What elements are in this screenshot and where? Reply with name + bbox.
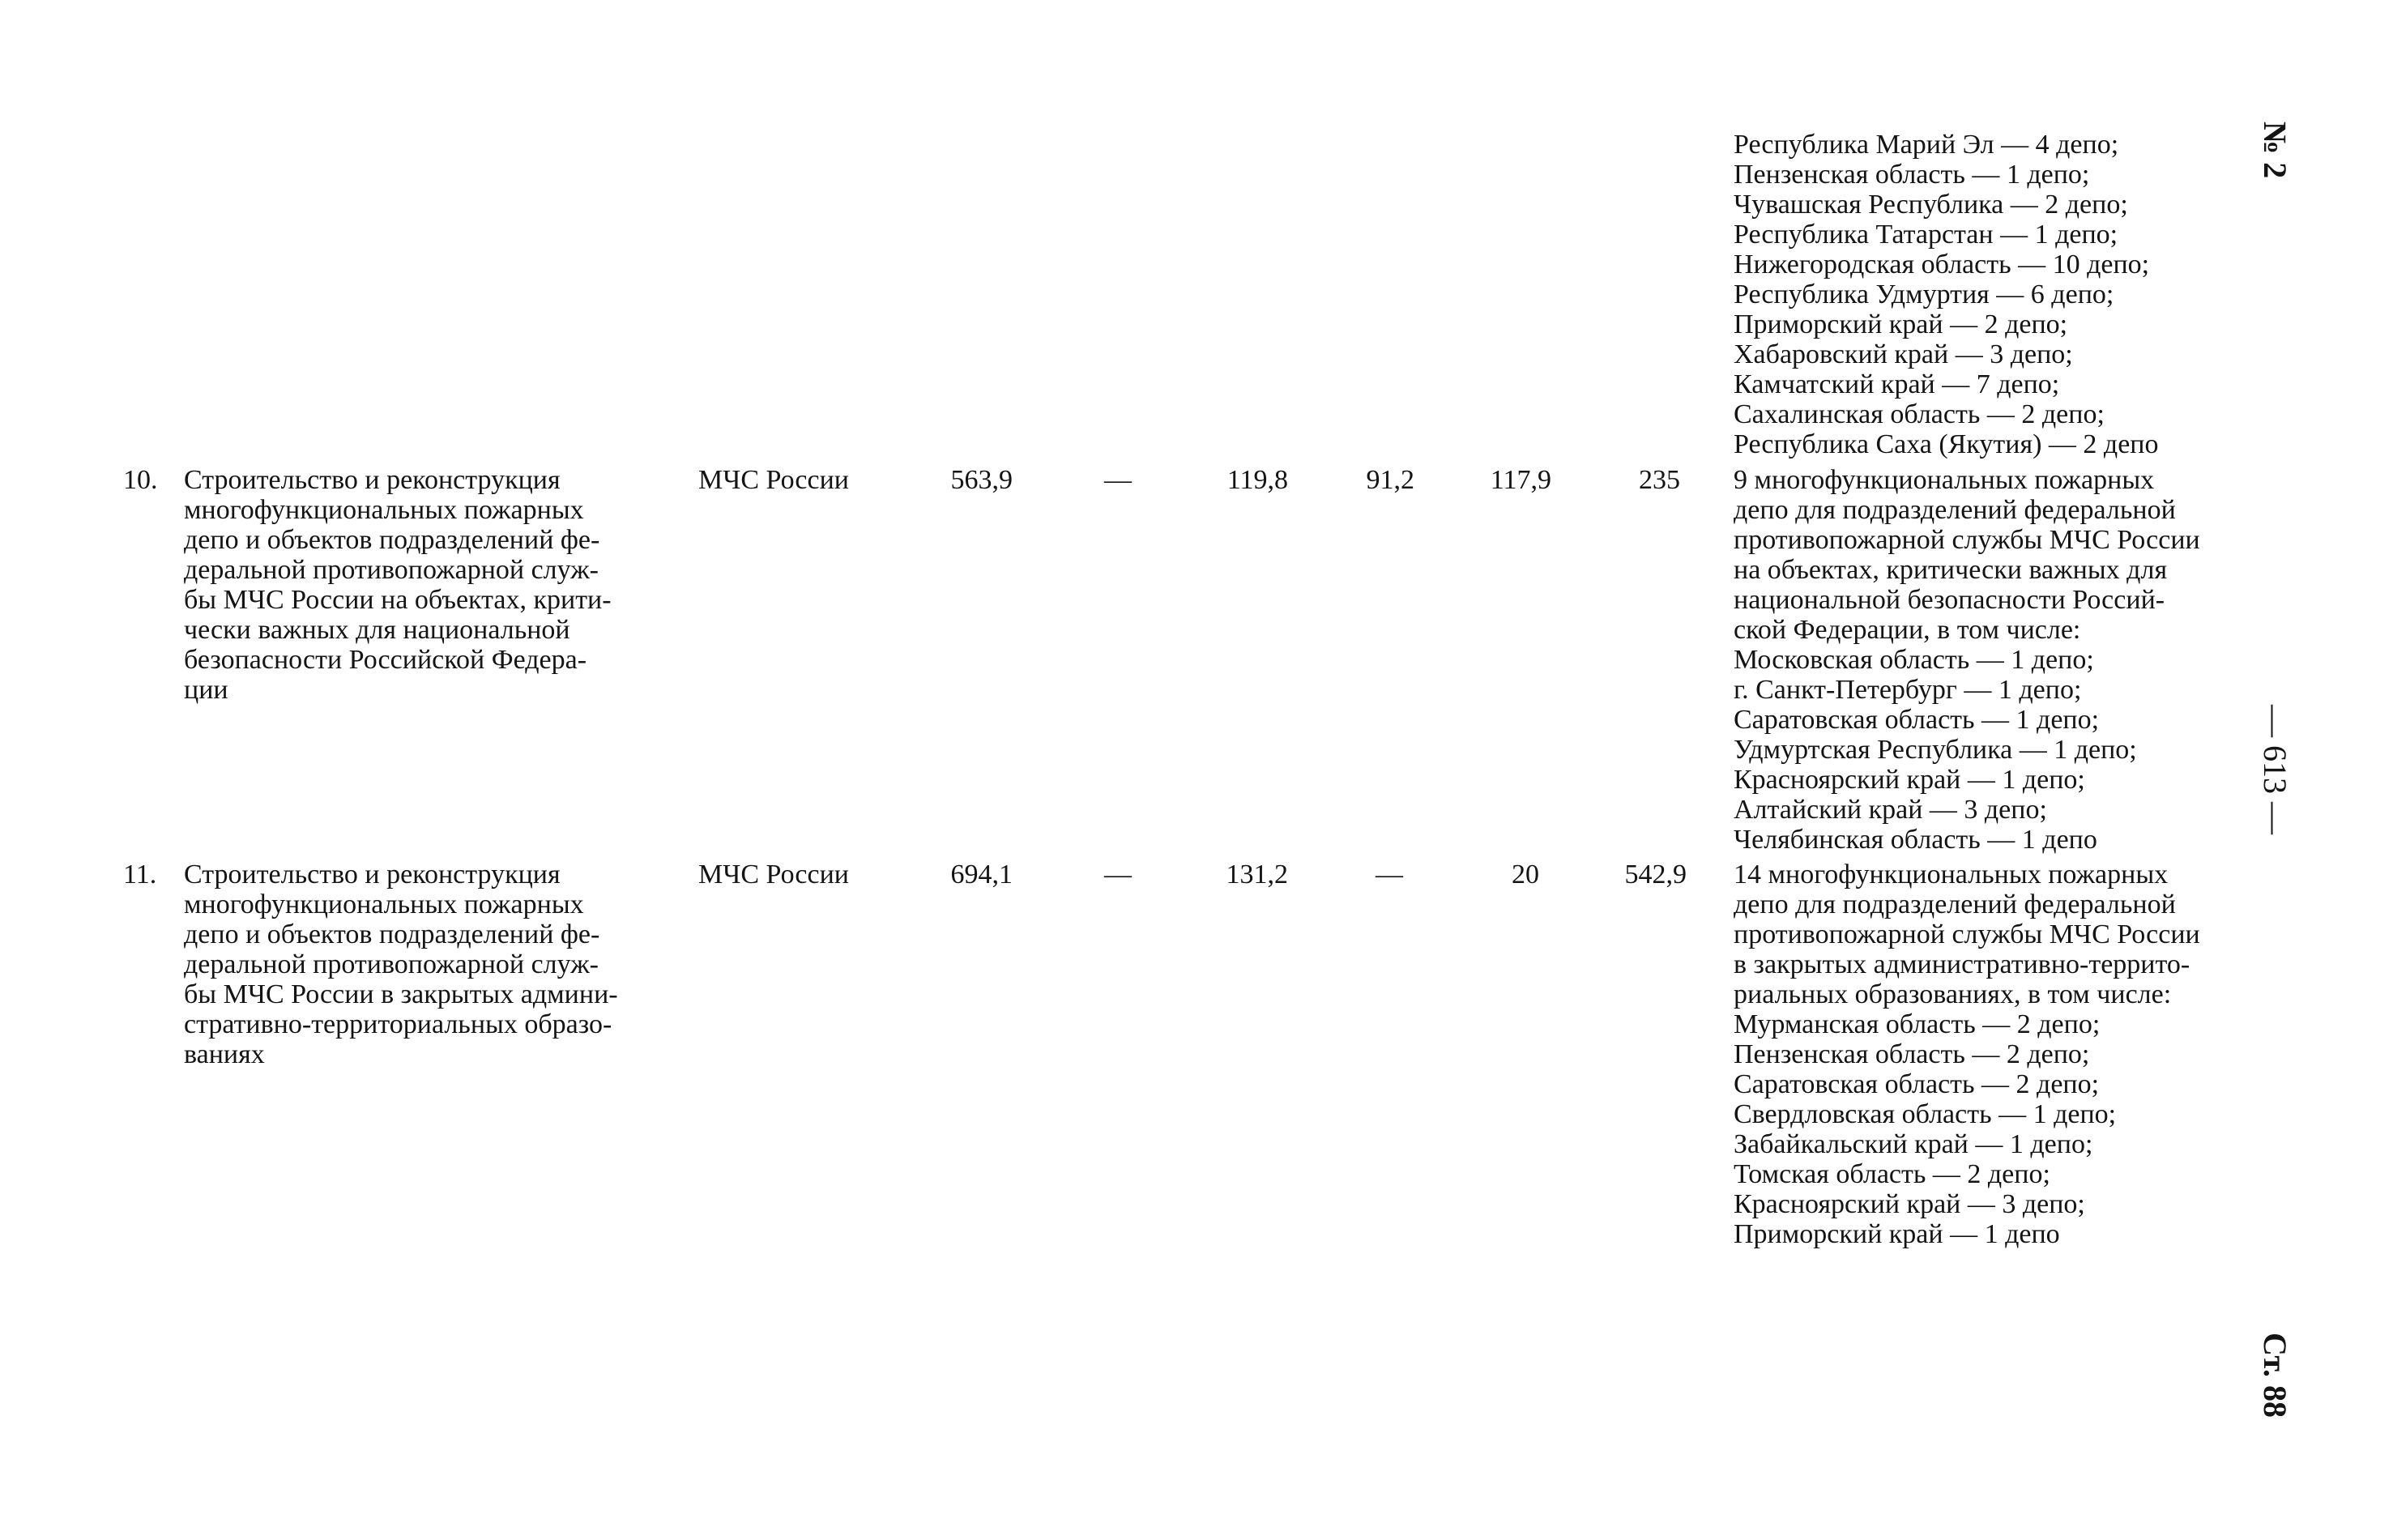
issue-number: № 2: [2257, 122, 2293, 179]
result-line: Алтайский край — 3 депо;: [1734, 795, 2047, 825]
result-line: Чувашская Республика — 2 депо;: [1734, 190, 2128, 220]
row-result: [1734, 860, 2260, 1249]
prev-row-results: [1734, 130, 2260, 459]
result-line: Мурманская область — 2 депо;: [1734, 1009, 2101, 1039]
result-line: Камчатский край — 7 депо;: [1734, 369, 2060, 399]
result-line: Республика Марий Эл — 4 депо;: [1734, 130, 2119, 160]
result-line: Красноярский край — 1 депо;: [1734, 765, 2085, 795]
result-line: Республика Саха (Якутия) — 2 депо: [1734, 429, 2159, 459]
result-line: Забайкальский край — 1 депо;: [1734, 1129, 2093, 1159]
article-number: Ст. 88: [2257, 1333, 2293, 1418]
name-line: безопасности Российской Федера-: [184, 645, 587, 675]
total-value: 694,1: [950, 860, 1013, 889]
value-4: 117,9: [1490, 465, 1551, 495]
value-1: —: [1104, 465, 1132, 495]
value-5: 235: [1639, 465, 1680, 495]
result-line: Приморский край — 1 депо: [1734, 1219, 2060, 1249]
result-line: Сахалинская область — 2 депо;: [1734, 399, 2105, 429]
agency: МЧС России: [698, 860, 849, 889]
name-line: чески важных для национальной: [184, 615, 570, 645]
result-line: национальной безопасности Россий-: [1734, 585, 2165, 615]
result-line: в закрытых административно-террито-: [1734, 949, 2190, 979]
row-name: [184, 860, 667, 1069]
row-result: [1734, 465, 2260, 855]
result-line: противопожарной службы МЧС России: [1734, 919, 2200, 949]
result-line: 9 многофункциональных пожарных: [1734, 465, 2155, 495]
result-line: Удмуртская Республика — 1 депо;: [1734, 735, 2137, 765]
result-line: Нижегородская область — 10 депо;: [1734, 250, 2150, 279]
name-line: ции: [184, 675, 228, 705]
name-line: многофункциональных пожарных: [184, 889, 584, 919]
result-line: Красноярский край — 3 депо;: [1734, 1189, 2085, 1219]
result-line: Саратовская область — 1 депо;: [1734, 705, 2100, 735]
result-line: противопожарной службы МЧС России: [1734, 525, 2200, 555]
name-line: Строительство и реконструкция: [184, 465, 561, 495]
result-line: 14 многофункциональных пожарных: [1734, 860, 2169, 889]
result-line: Челябинская область — 1 депо: [1734, 825, 2097, 855]
page-number: — 613 —: [2257, 705, 2293, 834]
result-line: Пензенская область — 1 депо;: [1734, 160, 2090, 190]
result-line: на объектах, критически важных для: [1734, 555, 2168, 585]
result-line: Свердловская область — 1 депо;: [1734, 1099, 2117, 1129]
result-line: Республика Удмуртия — 6 депо;: [1734, 279, 2114, 309]
name-line: депо и объектов подразделений фе-: [184, 525, 600, 555]
value-2: 119,8: [1226, 465, 1288, 495]
name-line: деральной противопожарной служ-: [184, 555, 599, 585]
row-name: [184, 465, 667, 705]
name-line: бы МЧС России на объектах, крити-: [184, 585, 612, 615]
name-line: депо и объектов подразделений фе-: [184, 919, 600, 949]
result-line: Республика Татарстан — 1 депо;: [1734, 220, 2118, 250]
name-line: бы МЧС России в закрытых админи-: [184, 979, 618, 1009]
row-number: 11.: [123, 860, 157, 889]
value-4: 20: [1512, 860, 1539, 889]
name-line: стративно-территориальных образо-: [184, 1009, 612, 1039]
result-line: Саратовская область — 2 депо;: [1734, 1069, 2100, 1099]
name-line: многофункциональных пожарных: [184, 495, 584, 525]
row-number: 10.: [123, 465, 158, 495]
result-line: Пензенская область — 2 депо;: [1734, 1039, 2090, 1069]
result-line: ской Федерации, в том числе:: [1734, 615, 2081, 645]
result-line: Хабаровский край — 3 депо;: [1734, 339, 2073, 369]
name-line: Строительство и реконструкция: [184, 860, 561, 889]
result-line: депо для подразделений федеральной: [1734, 889, 2176, 919]
value-2: 131,2: [1226, 860, 1288, 889]
result-line: риальных образованиях, в том числе:: [1734, 979, 2172, 1009]
name-line: ваниях: [184, 1039, 265, 1069]
result-line: г. Санкт-Петербург — 1 депо;: [1734, 675, 2082, 705]
result-line: Московская область — 1 депо;: [1734, 645, 2094, 675]
value-5: 542,9: [1624, 860, 1687, 889]
value-3: —: [1376, 860, 1403, 889]
agency: МЧС России: [698, 465, 849, 495]
result-line: Приморский край — 2 депо;: [1734, 309, 2068, 339]
total-value: 563,9: [950, 465, 1013, 495]
name-line: деральной противопожарной служ-: [184, 949, 599, 979]
result-line: Томская область — 2 депо;: [1734, 1159, 2050, 1189]
value-1: —: [1104, 860, 1132, 889]
value-3: 91,2: [1366, 465, 1414, 495]
result-line: депо для подразделений федеральной: [1734, 495, 2176, 525]
